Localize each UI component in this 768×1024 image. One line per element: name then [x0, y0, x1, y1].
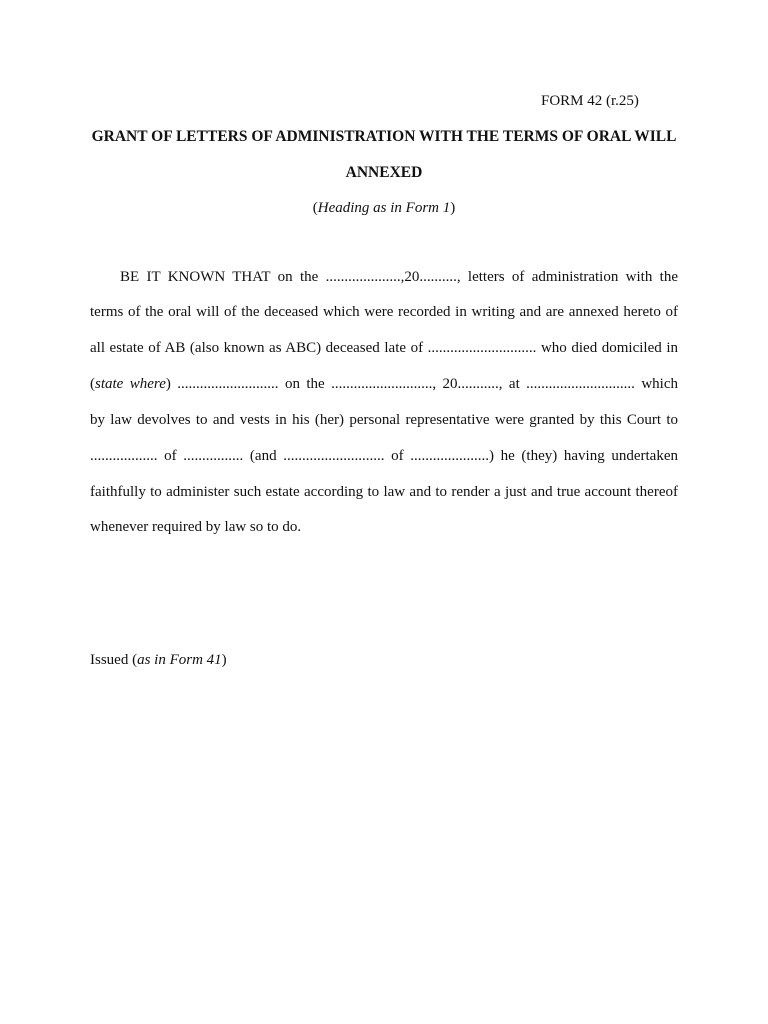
body-line-8: whenever required by law so to do.: [90, 519, 302, 535]
form-reference: FORM 42 (r.25): [541, 93, 639, 109]
body-line-7: faithfully to administer such estate according to law and to render a just and true account thereof: [90, 484, 678, 500]
body-line-1: BE IT KNOWN THAT on the ....................,20.........., letters of administration with the: [120, 269, 678, 285]
body-line-4-rest: ) ........................... on the ..........................., 20..........., at ............................. which: [165, 376, 678, 392]
document-title-line-1: GRANT OF LETTERS OF ADMINISTRATION WITH THE TERMS OF ORAL WILL: [91, 128, 677, 145]
state-where-placeholder: state where: [95, 376, 166, 392]
body-line-2: terms of the oral will of the deceased which were recorded in writing and are annexed hereto of: [90, 304, 678, 320]
body-line-3: all estate of AB (also known as ABC) deceased late of ............................. who died domiciled in: [90, 340, 678, 356]
body-line-4-open-paren: (: [90, 376, 95, 392]
subheading-open-paren: (: [312, 200, 318, 216]
body-line-6: .................. of ................ (and ........................... of .....................) he (they) having undertaken: [90, 448, 678, 464]
subheading: [60, 199, 708, 217]
issued-line: [90, 651, 227, 669]
issued-close-paren: ): [221, 652, 227, 668]
body-line-4: [90, 375, 678, 393]
body-line-5: by law devolves to and vests in his (her) personal representative were granted by this Court to: [90, 412, 678, 428]
subheading-close-paren: ): [450, 200, 456, 216]
document-title-line-2: ANNEXED: [345, 164, 423, 181]
issued-prefix: Issued (: [90, 652, 138, 668]
subheading-italic-text: Heading as in Form 1: [317, 200, 451, 216]
issued-italic-text: as in Form 41: [137, 652, 222, 668]
